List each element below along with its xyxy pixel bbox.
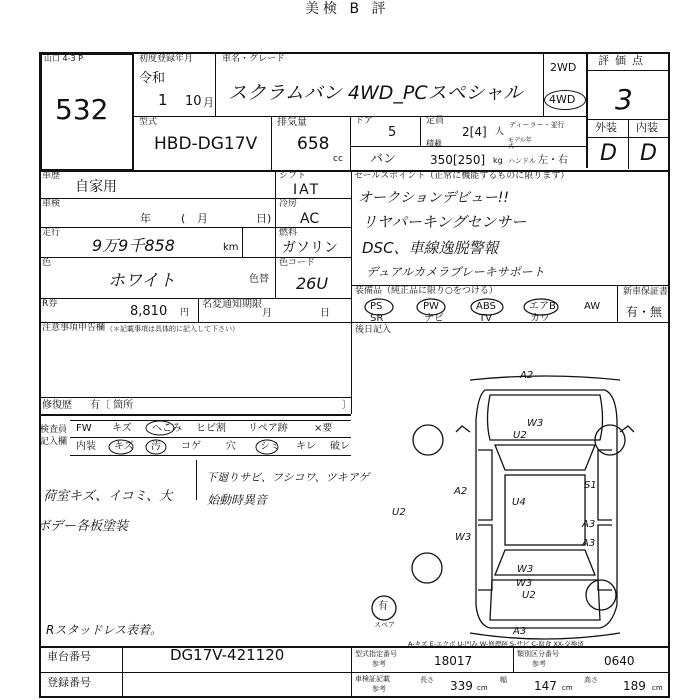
shift-value: IAT [293, 182, 321, 198]
mark-hood-u2: U2 [513, 430, 527, 441]
note-underbody: 下廻りサビ、フシコワ、ツキアゲ [206, 471, 370, 484]
length-label: 長さ [420, 676, 434, 684]
after-label: 後日記入 [355, 325, 392, 335]
exterior-label: 外装 [595, 121, 617, 134]
repair-value: 有〔 箇所 [90, 400, 134, 411]
category-sub: 参考 [532, 660, 546, 668]
interior-grade: D [640, 141, 657, 166]
dims-sub: 参考 [372, 685, 386, 693]
inspector-label: 検査員記入欄 [40, 425, 68, 447]
chassis-value: DG17V-421120 [170, 646, 285, 664]
mileage-label: 走行 [42, 228, 61, 238]
model-code-value: 18017 [434, 654, 473, 668]
ac-label: 冷房 [279, 199, 298, 209]
spare-label: スペア [374, 621, 395, 629]
mark-front-a2: A2 [520, 370, 534, 381]
registration-year: 1 [158, 91, 168, 109]
ext-crack: ヒビ割 [196, 423, 226, 434]
load-label: 積載 [426, 139, 442, 148]
mark-left-a2: A2 [454, 486, 468, 497]
warranty-value: 有・無 [626, 305, 663, 319]
doors-label: ドア [355, 116, 373, 126]
recycle-label: R券 [42, 299, 58, 309]
sheet-title: 美検 B 評 [305, 1, 390, 17]
mark-left-u2: U2 [392, 507, 406, 518]
height-unit: cm [652, 684, 663, 692]
type-label: 型式 [139, 117, 158, 127]
capacity-value: 2[4] [462, 125, 487, 139]
int-burn: コゲ [181, 441, 201, 452]
notice-day: 日 [320, 308, 330, 319]
inspection-year: 年 [140, 212, 151, 225]
equipment-aw: AW [584, 301, 601, 312]
mark-rear-w3b: W3 [516, 578, 533, 589]
width-label: 幅 [500, 676, 507, 684]
length-value: 339 [450, 679, 473, 693]
ext-kizu: キズ [112, 423, 132, 434]
notice-month: 月 [262, 308, 272, 319]
handle-value: 左・右 [538, 155, 568, 166]
shape-value: バン [370, 152, 397, 167]
equipment-abs: ABS [476, 301, 496, 312]
note-body-paint: ボデー各板塗装 [37, 519, 129, 534]
warranty-label: 新車保証書 [623, 287, 669, 297]
mark-rear-w3a: W3 [517, 564, 534, 575]
notice-label: 名変通知期限 [202, 299, 262, 310]
equipment-sr: SR [370, 313, 384, 324]
height-label: 高さ [584, 676, 598, 684]
history-value: 自家用 [75, 179, 117, 195]
type-value: HBD-DG17V [154, 134, 258, 154]
spare-value: 有 [378, 601, 388, 612]
recycle-unit: 円 [180, 308, 190, 318]
drive-2wd: 2WD [550, 61, 577, 74]
displacement-unit: cc [333, 154, 343, 164]
mark-right-s1: S1 [584, 480, 597, 491]
mileage-value: 9万9千858 [92, 236, 175, 255]
int-tear: 破レ [330, 441, 350, 452]
int-kizu: キズ [114, 441, 134, 452]
drive-4wd: 4WD [549, 93, 576, 106]
equipment-tv: TV [479, 313, 492, 324]
score-value: 3 [615, 83, 633, 116]
equipment-airbag: エアB [529, 301, 556, 312]
mark-rear-a3: A3 [513, 626, 527, 637]
interior-row-label: 内装 [76, 441, 96, 452]
length-unit: cm [477, 684, 488, 692]
inspection-day: 日) [256, 212, 272, 225]
inspection-month: 月 [197, 212, 208, 225]
color-code-label: 色コード [279, 258, 316, 268]
chassis-label: 車台番号 [47, 650, 91, 663]
model-code-label: 型式指定番号 [355, 650, 397, 658]
width-value: 147 [534, 679, 557, 693]
displacement-label: 排気量 [277, 117, 307, 128]
mark-right-a3a: A3 [582, 519, 596, 530]
first-registration-label: 初度登録年月 [139, 54, 194, 64]
capacity-label: 定員 [426, 116, 445, 126]
height-value: 189 [623, 679, 646, 693]
sales-point-4: デュアルカメラブレーキサポート [366, 265, 545, 279]
repair-close: 〕 [342, 400, 352, 411]
vehicle-name: スクラムバン 4WD_PCスペシャル [228, 82, 523, 104]
recycle-value: 8,810 [130, 304, 168, 319]
load-value: 350[250] [430, 153, 486, 167]
equipment-label: 装備品（純正品に限り○をつける） [355, 286, 498, 296]
equipment-pw: PW [423, 301, 439, 312]
equipment-navi: ナビ [424, 313, 444, 324]
color-value: ホワイト [108, 271, 176, 291]
ac-value: AC [300, 211, 320, 227]
mark-hood-w3: W3 [527, 418, 544, 429]
sales-point-3: DSC、車線逸脱警報 [362, 239, 499, 257]
registration-month: 10 [185, 94, 202, 109]
category-value: 0640 [604, 654, 635, 668]
note-start-noise: 始動時異音 [207, 493, 268, 507]
sales-point-1: オークションデビュー!! [358, 190, 509, 206]
load-unit: kg [493, 156, 503, 165]
mark-right-a3b: A3 [582, 538, 596, 549]
note-studless: Rスタッドレス表着。 [46, 623, 162, 637]
dims-label: 車検証記載 [355, 675, 390, 683]
era-label: 令和 [139, 71, 166, 86]
dealer-label: ディーラー・並行 [509, 121, 565, 129]
ext-repair: リペア跡 [248, 423, 288, 434]
fuel-value: ガソリン [282, 240, 338, 256]
mark-left-w3: W3 [455, 532, 472, 543]
width-unit: cm [562, 684, 573, 692]
transfer-label: 注意事項申告欄 [42, 323, 106, 333]
note-cargo-damage: 荷室キズ、イコミ、大 [43, 489, 173, 504]
vehicle-name-label: 車名・グレード [222, 54, 286, 64]
int-stain: シミ [260, 441, 280, 452]
transfer-note: （＊記載事項は具体的に記入して下さい） [106, 325, 239, 333]
repair-label: 修復歴 [42, 400, 72, 411]
mark-roof-u4: U4 [512, 497, 526, 508]
lot-number: 532 [55, 93, 109, 126]
color-change-label: 色替 [249, 274, 269, 285]
region-label: 山口 4-3 P [44, 54, 83, 63]
fuel-label: 燃料 [279, 228, 298, 238]
registration-label: 登録番号 [47, 676, 91, 689]
interior-label: 内装 [636, 121, 658, 134]
equipment-ps: PS [370, 301, 383, 312]
int-cut: キレ [296, 441, 316, 452]
ext-replace: ×要 [314, 423, 333, 434]
mark-rear-u2: U2 [522, 590, 536, 601]
color-label: 色 [42, 258, 52, 268]
inspection-paren: ( [181, 212, 186, 225]
equipment-kawa: カワ [530, 313, 550, 324]
sales-points-label: セールスポイント（正常に機能するものに限ります） [354, 171, 570, 181]
sales-point-2: リヤパーキングセンサー [362, 213, 527, 231]
model-code-sub: 参考 [372, 660, 386, 668]
registration-month-unit: 月 [203, 96, 214, 109]
inspection-label: 車検 [42, 199, 61, 209]
ext-fw: FW [76, 423, 92, 434]
mileage-unit: km [223, 242, 239, 253]
color-code-value: 26U [296, 274, 329, 293]
shift-label: シフト [279, 171, 307, 181]
doors-value: 5 [388, 125, 397, 140]
int-dirt: 汚 [151, 441, 161, 452]
handle-label: ハンドル [508, 157, 536, 165]
category-label: 類別区分番号 [517, 650, 559, 658]
history-label: 車歴 [42, 171, 61, 181]
capacity-unit: 人 [495, 127, 505, 137]
ext-hekomi: へこみ [152, 423, 182, 434]
int-hole: 穴 [226, 441, 236, 452]
model-year-label: モデル年式 [508, 137, 532, 150]
exterior-grade: D [600, 141, 617, 166]
diagram-legend: A-キズ E-エクボ U-凹み W-修理跡 S-サビ C-腐食 XX-交換済 [408, 640, 584, 648]
score-label: 評価点 [598, 54, 649, 67]
displacement-value: 658 [297, 134, 330, 154]
